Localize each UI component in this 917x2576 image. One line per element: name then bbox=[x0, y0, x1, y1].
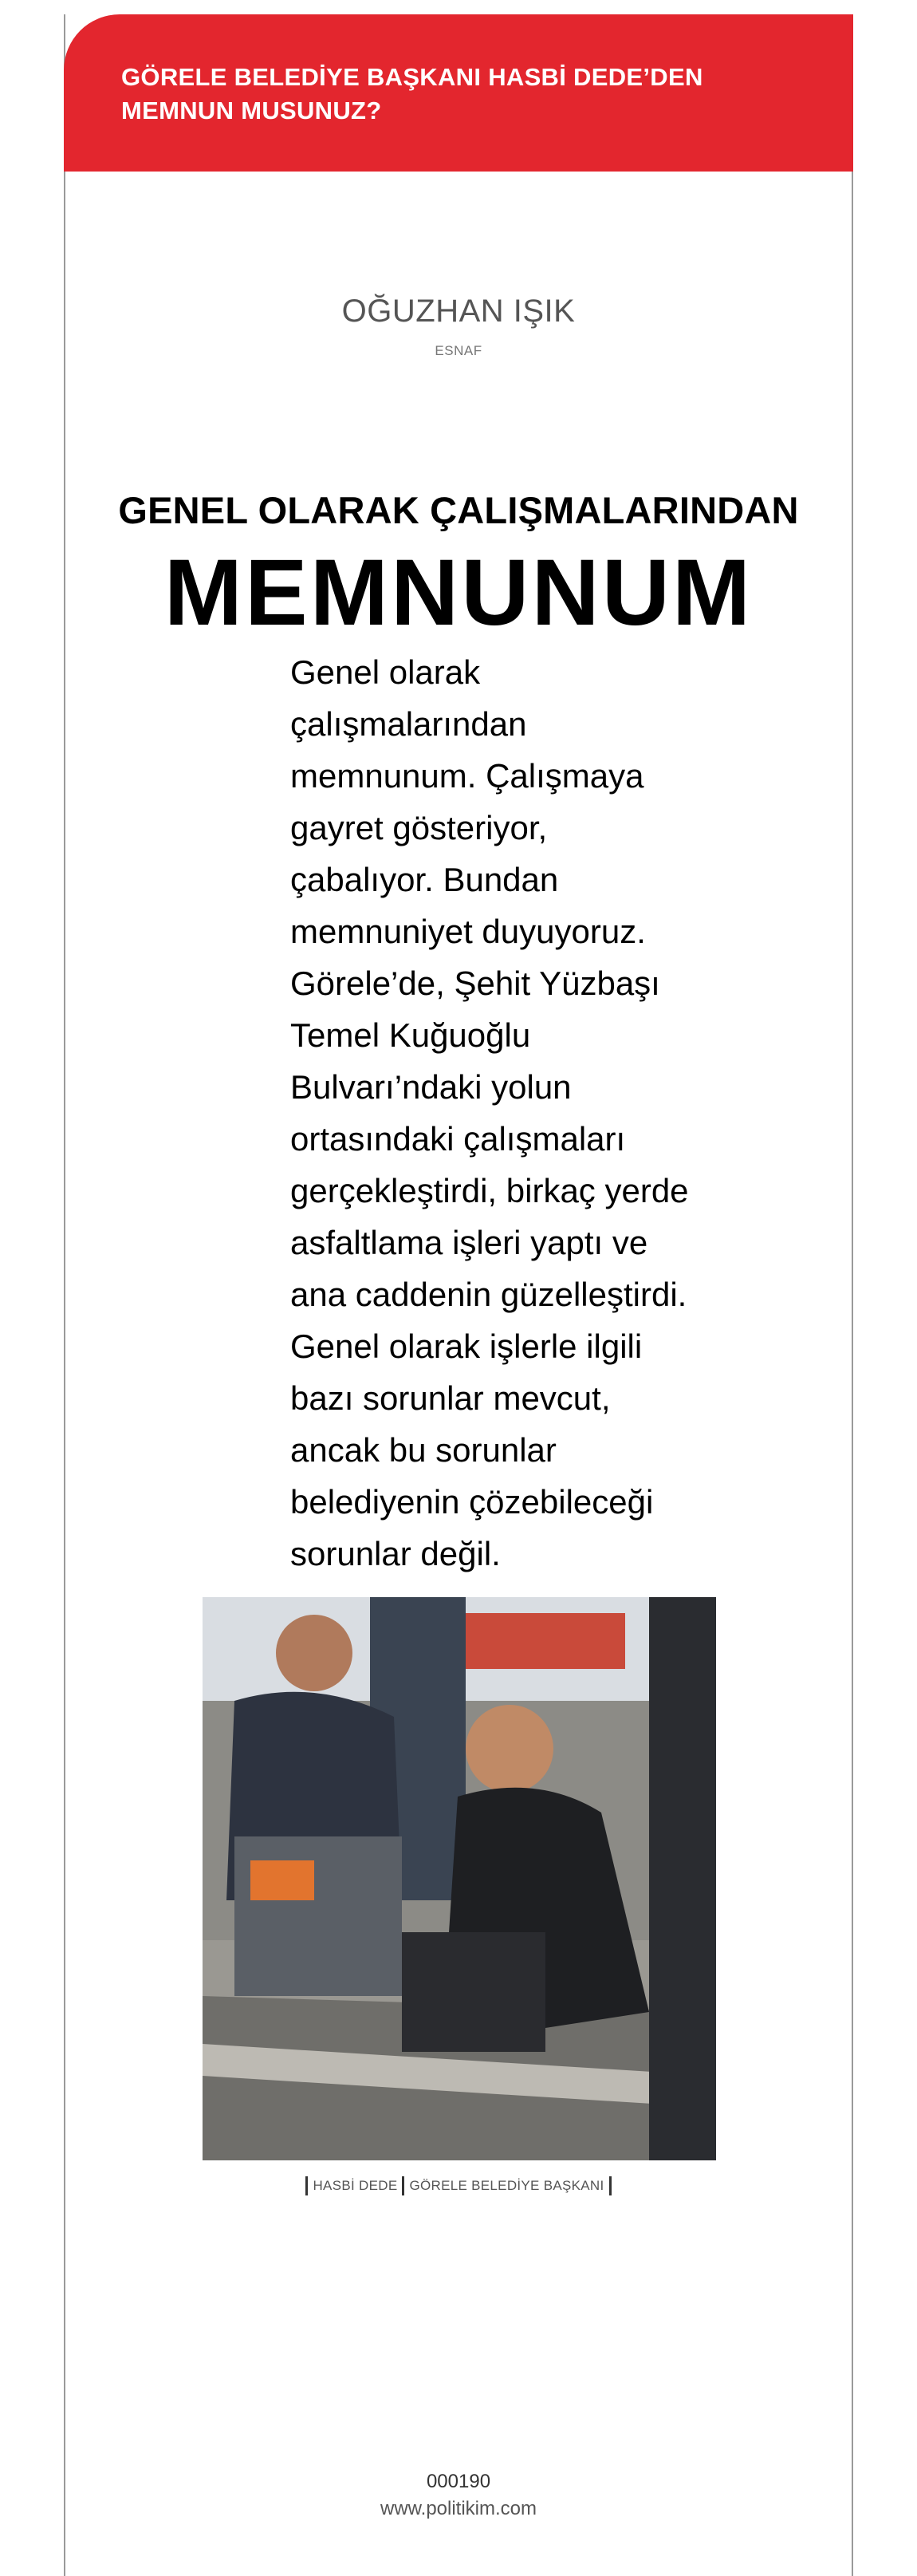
body-line: Temel Kuğuoğlu bbox=[290, 1016, 531, 1054]
body-line: gayret gösteriyor, bbox=[290, 809, 548, 846]
body-line: ortasındaki çalışmaları bbox=[290, 1120, 626, 1158]
body-line: Genel olarak işlerle ilgili bbox=[290, 1327, 643, 1365]
news-photo bbox=[203, 1597, 716, 2160]
caption-divider bbox=[402, 2176, 404, 2195]
header-banner bbox=[64, 14, 853, 172]
body-line: sorunlar değil. bbox=[290, 1535, 501, 1572]
header-title-line-1: GÖRELE BELEDİYE BAŞKANI HASBİ DEDE’DEN bbox=[121, 63, 703, 91]
caption-name: HASBİ DEDE bbox=[313, 2178, 398, 2193]
body-line: çalışmalarından bbox=[290, 705, 527, 743]
body-line: ana caddenin güzelleştirdi. bbox=[290, 1276, 687, 1313]
photo-illustration bbox=[203, 1597, 716, 2160]
person-role: ESNAF bbox=[435, 343, 482, 358]
body-line: memnunum. Çalışmaya bbox=[290, 757, 644, 795]
body-line: Bulvarı’ndaki yolun bbox=[290, 1068, 572, 1106]
body-line: çabalıyor. Bundan bbox=[290, 861, 559, 898]
body-line: gerçekleştirdi, birkaç yerde bbox=[290, 1172, 689, 1209]
headline-main: MEMNUNUM bbox=[163, 540, 754, 645]
caption-title: GÖRELE BELEDİYE BAŞKANI bbox=[409, 2178, 604, 2193]
headline-subtitle: GENEL OLARAK ÇALIŞMALARINDAN bbox=[118, 489, 799, 531]
caption-divider bbox=[609, 2176, 612, 2195]
body-line: belediyenin çözebileceği bbox=[290, 1483, 654, 1521]
page-number: 000190 bbox=[426, 2471, 491, 2492]
body-line: memnuniyet duyuyoruz. bbox=[290, 913, 646, 950]
site-url[interactable]: www.politikim.com bbox=[380, 2498, 537, 2519]
body-line: Görele’de, Şehit Yüzbaşı bbox=[290, 965, 660, 1002]
body-line: asfaltlama işleri yaptı ve bbox=[290, 1224, 648, 1261]
person-name: OĞUZHAN IŞIK bbox=[341, 294, 576, 329]
caption-divider bbox=[305, 2176, 308, 2195]
body-paragraph bbox=[290, 646, 689, 1580]
body-line: ancak bu sorunlar bbox=[290, 1431, 557, 1469]
body-line: Genel olarak bbox=[290, 653, 481, 691]
photo-caption bbox=[0, 2176, 917, 2195]
body-line: bazı sorunlar mevcut, bbox=[290, 1379, 611, 1417]
header-title-line-2: MEMNUN MUSUNUZ? bbox=[121, 97, 382, 124]
